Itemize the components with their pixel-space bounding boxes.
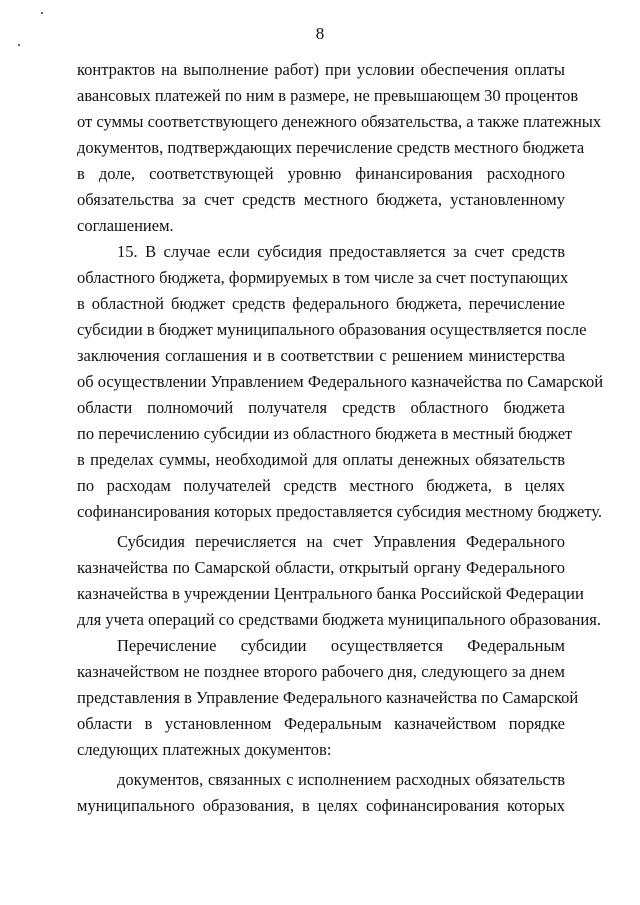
text-line: по перечислению субсидии из областного бюджета в местный бюджет — [77, 424, 573, 443]
text-line: об осуществлении Управлением Федерального казначейства по Самарской — [77, 372, 604, 391]
paragraph-first-line: 15. В случае если субсидия предоставляется за счет средств — [117, 242, 565, 261]
text-line: в областной бюджет средств федерального бюджета, перечисление — [77, 294, 565, 313]
text-line: документов, подтверждающих перечисление средств местного бюджета — [77, 138, 585, 157]
text-line: софинансирования которых предоставляется субсидия местному бюджету. — [77, 502, 603, 521]
scan-speck — [41, 12, 43, 14]
text-line: в пределах суммы, необходимой для оплаты денежных обязательств — [77, 450, 565, 469]
text-line: для учета операций со средствами бюджета муниципального образования. — [77, 610, 601, 629]
text-line: областного бюджета, формируемых в том числе за счет поступающих — [77, 268, 569, 287]
text-line: от суммы соответствующего денежного обязательства, а также платежных — [77, 112, 602, 131]
text-line: заключения соглашения и в соответствии с решением министерства — [77, 346, 565, 365]
text-line: муниципального образования, в целях софинансирования которых — [77, 796, 565, 815]
text-line: контрактов на выполнение работ) при условии обеспечения оплаты — [77, 60, 565, 79]
paragraph-first-line: Субсидия перечисляется на счет Управления Федерального — [117, 532, 565, 551]
paragraph-first-line: документов, связанных с исполнением расходных обязательств — [117, 770, 565, 789]
text-line: в доле, соответствующей уровню финансирования расходного — [77, 164, 565, 183]
text-line: области полномочий получателя средств областного бюджета — [77, 398, 565, 417]
scan-speck — [18, 44, 20, 46]
page-number: 8 — [315, 24, 325, 43]
text-line: области в установленном Федеральным казначейством порядке — [77, 714, 565, 733]
text-line: авансовых платежей по ним в размере, не превышающем 30 процентов — [77, 86, 579, 105]
text-line: обязательства за счет средств местного бюджета, установленному — [77, 190, 565, 209]
text-line: следующих платежных документов: — [77, 740, 332, 759]
text-line: представления в Управление Федерального казначейства по Самарской — [77, 688, 579, 707]
text-line: соглашением. — [77, 216, 174, 235]
text-line: казначейства в учреждении Центрального банка Российской Федерации — [77, 584, 584, 603]
text-line: субсидии в бюджет муниципального образования осуществляется после — [77, 320, 587, 339]
text-line: по расходам получателей средств местного бюджета, в целях — [77, 476, 565, 495]
paragraph-first-line: Перечисление субсидии осуществляется Федеральным — [117, 636, 565, 655]
text-line: казначейством не позднее второго рабочего дня, следующего за днем — [77, 662, 565, 681]
text-line: казначейства по Самарской области, открытый органу Федерального — [77, 558, 565, 577]
